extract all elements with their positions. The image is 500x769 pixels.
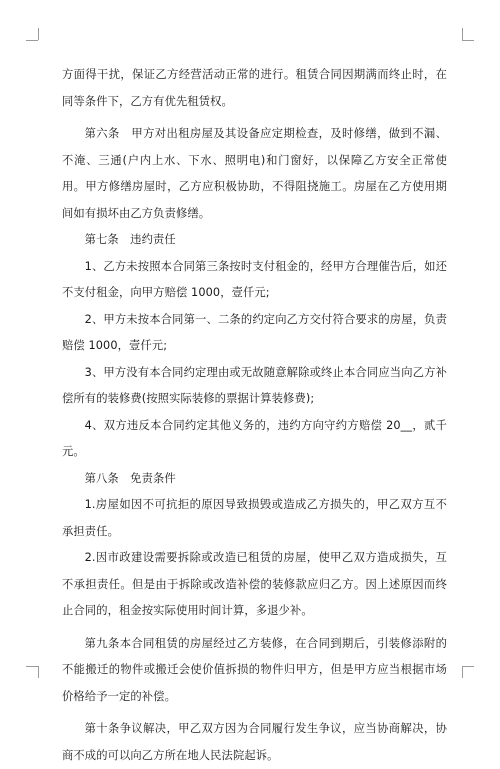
- paragraph-article-7-item-1: 1、乙方未按照本合同第三条按时支付租金的，经甲方合理催告后，如还不支付租金，向甲方赔偿 1000，壹仟元;: [62, 259, 447, 299]
- paragraph-article-7-item-2: 2、甲方未按本合同第一、二条的约定向乙方交付符合要求的房屋，负责赔偿 1000，壹仟元;: [62, 312, 447, 352]
- paragraph-article-10: 第十条争议解决，甲乙双方因为合同履行发生争议，应当协商解决，协商不成的可以向乙方所在地人民法院起诉。: [62, 722, 447, 762]
- paragraph-article-9: 第九条本合同租赁的房屋经过乙方装修，在合同到期后，引装修添附的不能搬迁的物件或搬迁会使价值拆损的物件归甲方，但是甲方应当根据市场价格给予一定的补偿。: [62, 636, 447, 703]
- crop-mark-bottom-left-vertical: [38, 666, 39, 678]
- paragraph-lease-continuation: 方面得干扰，保证乙方经营活动正常的进行。租赁合同因期满而终止时，在同等条件下，乙方有优先租赁权。: [62, 68, 447, 108]
- heading-article-8: 第八条 免责条件: [84, 471, 176, 485]
- crop-mark-top-left-vertical: [38, 28, 39, 40]
- paragraph-article-8-item-2: 2.因市政建设需要拆除或改造已租赁的房屋，使甲乙双方造成损失，互不承担责任。但是由于拆除或改造补偿的装修款应归乙方。因上述原因而终止合同的，租金按实际使用时间计算，多退少补。: [62, 551, 447, 617]
- paragraph-article-7-item-3: 3、甲方没有本合同约定理由或无故随意解除或终止本合同应当向乙方补偿所有的装修费(按照实际装修的票据计算装修费);: [62, 365, 447, 405]
- document-body: [62, 62, 447, 769]
- crop-mark-bottom-left-horizontal: [26, 666, 38, 667]
- crop-mark-top-left-horizontal: [26, 40, 38, 41]
- crop-mark-bottom-right-vertical: [462, 666, 463, 678]
- heading-article-7: 第七条 违约责任: [84, 233, 176, 246]
- crop-mark-bottom-right-horizontal: [462, 666, 474, 667]
- paragraph-article-6: 第六条 甲方对出租房屋及其设备应定期检查，及时修缮，做到不漏、不淹、三通(户内上水、下水、照明电)和门窗好，以保障乙方安全正常使用。甲方修缮房屋时，乙方应积极协助，不得阻挠施工。房屋在乙方使用期间如有损坏由乙方负责修缮。: [62, 127, 447, 220]
- crop-mark-top-right-horizontal: [462, 40, 474, 41]
- paragraph-article-7-item-4: 4、双方违反本合同约定其他义务的，违约方向守约方赔偿 20__，贰千元。: [62, 418, 447, 458]
- paragraph-article-8-item-1: 1.房屋如因不可抗拒的原因导致损毁或造成乙方损失的，甲乙双方互不承担责任。: [62, 498, 447, 538]
- crop-mark-top-right-vertical: [462, 28, 463, 40]
